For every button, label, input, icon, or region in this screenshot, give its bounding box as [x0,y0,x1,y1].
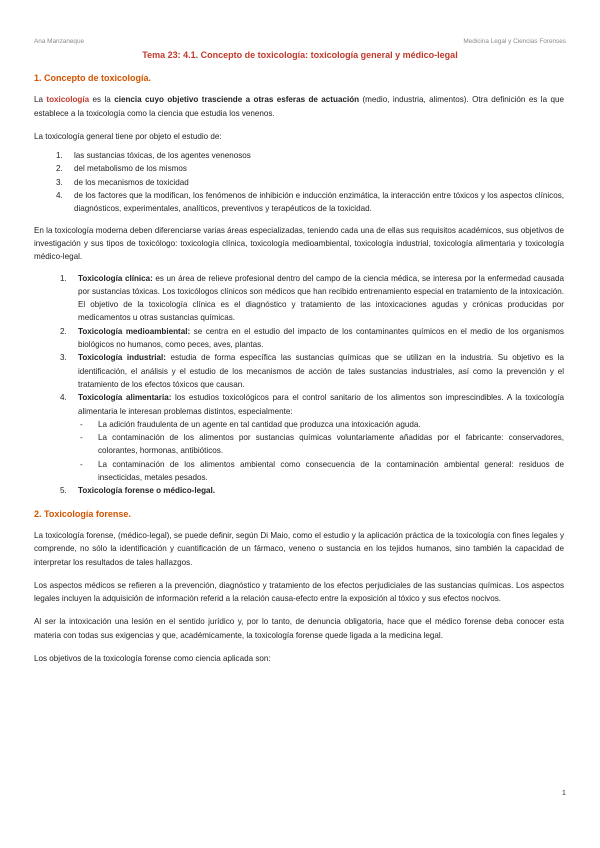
section1-heading: 1. Concepto de toxicología. [34,73,152,83]
forense-paragraph: Al ser la intoxicación una lesión en el sentido jurídico y, por lo tanto, de denuncia obligatoria, hace que el médico forense deba conocer esta materia con todas sus exigencias y que, académicamente, la toxicología forense quede ligada a la medicina legal. [34,617,564,640]
list-item: - La adición fraudulenta de un agente en tal cantidad que produzca una intoxicación aguda. [80,419,421,429]
header-author: Ana Manzaneque [34,38,85,45]
document-body [34,62,564,665]
list-item: - La contaminación de los alimentos ambiental como consecuencia de la contaminación ambiental general: residuos de insecticidas, metales pesados. [80,459,564,483]
areas-list [34,272,564,498]
food-sublist [78,418,564,484]
intro-paragraph: La toxicología es la ciencia cuyo objetivo trasciende a otras esferas de actuación (medio, industria, alimentos). Otra definición es la que establece a la toxicología como la ciencia que estudia los venenos. [34,95,564,118]
area-item-clinica: 1. Toxicología clínica: es un área de relieve profesional dentro del campo de la ciencia médica, se interesa por la enfermedad causada por sustancias tóxicas. Los toxicólogos clínicos son médicos que han recibido entrenamiento especial en tratamiento de la intoxicación. El objetivo de la toxicología clínica es el diagnóstico y tratamiento de las intoxicaciones agudas y crónicas producidas por medicamentos u otras sustancias químicas. [60,273,564,323]
area-item-medioambiental: 2. Toxicología medioambiental: se centra en el estudio del impacto de los contaminantes químicos en el medio de los organismos biológicos no humanos, como peces, aves, plantas. [60,326,564,350]
section2-heading: 2. Toxicología forense. [34,508,131,519]
area-item-alimentaria: 4. Toxicología alimentaria: los estudios toxicológicos para el control sanitario de los alimentos son imprescindibles. A la toxicología alimentaria le interesan problemas distintos, especialmente: - La adición fraudulenta de un agente en tal cantidad que produzca una intoxicación aguda. - La contaminación de los alimentos por sustancias químicas voluntariamente añadidas por el fabricante: conservadores, colorantes, hormonas, antibióticos. - La contaminación de los alimentos ambiental como consecuencia de la contaminación ambiental general: residuos de insecticidas, metales pesados. [34,391,564,484]
term-toxicologia: toxicología [46,95,90,105]
area-item-forense: 5. Toxicología forense o médico-legal. [60,486,216,496]
list-item: - La contaminación de los alimentos por sustancias químicas voluntariamente añadidas por el fabricante: conservadores, colorantes, hormonas, antibióticos. [80,433,564,456]
forense-paragraph: La toxicología forense, (médico-legal), se puede definir, según Di Maio, como el estudio y la aplicación práctica de la toxicología con fines legales y comprende, no sólo la identificación y cuantificación de un fármaco, veneno o sustancia en los tejidos humanos, sino también la capacidad de interpretar los resultados de tales hallazgos. [34,530,564,567]
forense-paragraph: Los aspectos médicos se refieren a la prevención, diagnóstico y tratamiento de los efectos perjudiciales de las sustancias químicas. Los aspectos legales incluyen la adquisición de información referid a la relación causa-efecto entre la exposición al tóxico y sus efectos nocivos. [34,580,564,604]
general-intro: La toxicología general tiene por objeto el estudio de: [34,131,222,141]
general-list [34,149,564,215]
area-item-industrial: 3. Toxicología industrial: estudia de forma específica las sustancias químicas que se utilizan en la industria. Su objetivo es la identificación, el análisis y el estudio de los mecanismos de acción de tales sustancias industriales, así como la prevención y el tratamiento de los efectos tóxicos que causan. [60,353,564,389]
doc-title: Tema 23: 4.1. Concepto de toxicología: toxicología general y médico-legal [142,50,458,60]
forense-paragraph: Los objetivos de la toxicología forense como ciencia aplicada son: [34,653,271,663]
list-item: 3. de los mecanismos de toxicidad [56,177,189,187]
header-course: Medicina Legal y Ciencias Forenses [463,38,566,45]
areas-intro: En la toxicología moderna deben diferenciarse varias áreas especializadas, teniendo cada una de ellas sus requisitos académicos, sus objetivos de investigación y sus tipos de toxicólogo: toxicología clínica, toxicología medioambiental, toxicología industrial, toxicología alimentaria y toxicología médico-legal. [34,225,564,262]
page-number: 1 [561,788,566,797]
list-item: 2. del metabolismo de los mismos [56,164,187,174]
list-item: 4. de los factores que la modifican, los fenómenos de inhibición e inducción enzimática, la interacción entre tóxicos y los aspectos clínicos, diagnósticos, experimentales, analíticos, preventivos y terapéuticos de la toxicidad. [56,191,564,214]
list-item: 1. las sustancias tóxicas, de los agentes venenosos [56,151,251,161]
